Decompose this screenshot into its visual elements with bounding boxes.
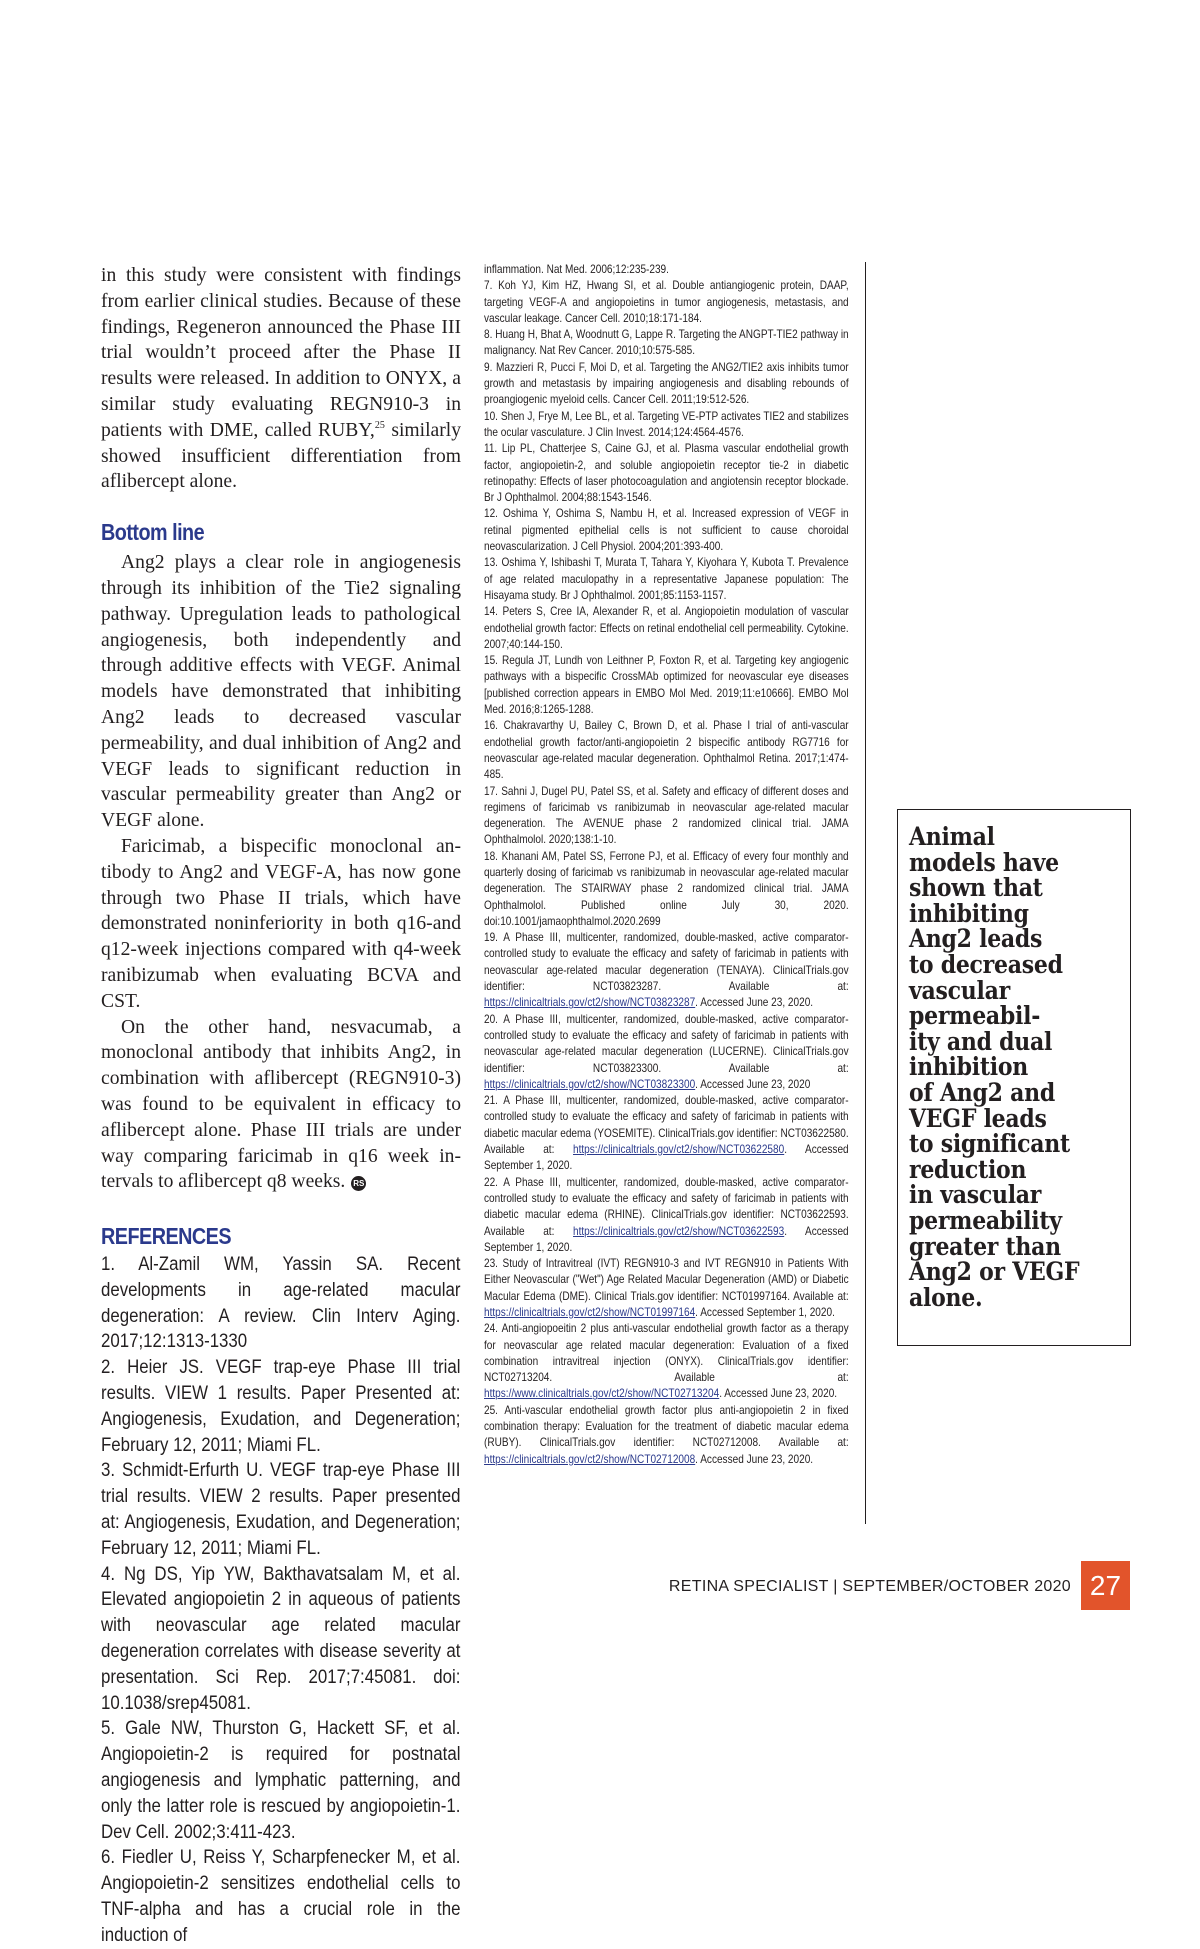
references-list-left: [101, 1252, 511, 1949]
pull-quote-box: [897, 809, 1131, 1346]
reference-item: inflammation. Nat Med. 2006;12:235-239.: [484, 263, 669, 276]
reference-item: 25. Anti-vascular endothelial growth factor plus anti-angiopoietin 2 in fixed combination therapy: Evaluation for the treatment of diabetic macular edema (RUBY). ClinicalTrials.gov identifier: NCT02712008. Available at: https://clinicaltrials.gov/ct2/show/NCT02712008. Accessed June 23, 2020.: [484, 1403, 849, 1466]
left-column: [101, 263, 461, 1949]
pull-quote-text: Animal models have shown that inhibiting Ang2 leads to decreased vascular permeabil- ity and dual inhibition of Ang2 and VEGF leads to significant reduction in vascular permeability greater than Ang2 or VEGF alone.: [909, 822, 1080, 1312]
citation-superscript: 25: [374, 419, 385, 431]
reference-item: 5. Gale NW, Thurston G, Hackett SF, et al. Angiopoietin-2 is required for postnatal angiogenesis and lymphatic patterning, and only the latter role is rescued by angiopoietin-1. Dev Cell. 2002;3:411-423.: [101, 1717, 461, 1843]
reference-item: 10. Shen J, Frye M, Lee BL, et al. Targeting VE-PTP activates TIE2 and stabilizes the ocular vasculature. J Clin Invest. 2014;124:4564-4576.: [484, 409, 849, 439]
reference-item: 6. Fiedler U, Reiss Y, Scharpfenecker M, et al. Angiopoietin-2 sensitizes endothelial cells to TNF-alpha and has a crucial role in the induction of: [101, 1846, 461, 1946]
reference-item: 14. Peters S, Cree IA, Alexander R, et al. Angiopoietin modulation of vascular endothelial growth factor: Effects on retinal endothelial cell permeability. Cytokine. 2007;40:144-150.: [484, 605, 849, 651]
reference-item: 24. Anti-angiopoeitin 2 plus anti-vascular endothelial growth factor as a therapy for neovascular age related macular degeneration: Evaluation of a fixed combination intravitreal injection (ONYX). ClinicalTrials.gov identifier: NCT02713204. Available at: https://www.clinicaltrials.gov/ct2/show/NCT02713204. Accessed June 23, 2020.: [484, 1322, 849, 1401]
reference-link[interactable]: https://www.clinicaltrials.gov/ct2/show/NCT02713204: [484, 1387, 720, 1401]
reference-item: 12. Oshima Y, Oshima S, Nambu H, et al. Increased expression of VEGF in retinal pigmented epithelial cells is not sufficient to cause choroidal neovascularization. J Cell Physiol. 2004;201:393-400.: [484, 507, 849, 554]
reference-link[interactable]: https://clinicaltrials.gov/ct2/show/NCT02712008: [484, 1452, 696, 1466]
reference-item: 11. Lip PL, Chatterjee S, Caine GJ, et al. Plasma vascular endothelial growth factor, angiopoietin-2, and soluble angiopoietin receptor tie-2 in diabetic retinopathy: Effects of laser photocoagulation and angiotensin receptor blockade. Br J Ophthalmol. 2004;88:1543-1546.: [484, 442, 849, 505]
intro-paragraph: in this study were consistent with findings from earlier clinical studies. Because of these findings, Regeneron announced the Phase III trial wouldn’t proceed after the Phase II results were released. In addition to ONYX, a similar study evaluating REGN910-3 in patients with DME, called RUBY,$^{25}$ similarly showed insufficient differentiation from aflibercept alone.: [101, 265, 461, 493]
body-paragraph: Ang2 plays a clear role in angiogenesis through its inhibition of the Tie2 signaling pathway. Upregulation leads to pathological angiogenesis, both independently and through additive effects with VEGF. Animal models have demonstrated that inhibiting Ang2 leads to decreased vascular permeability, and dual inhibition of Ang2 and VEGF leads to significant reduction in vascular permeability greater than Ang2 or VEGF alone.: [101, 552, 461, 832]
reference-item: 22. A Phase III, multicenter, randomized, double-masked, active comparator-controlled study to evaluate the efficacy and safety of faricimab in patients with diabetic macular edema (RHINE). ClinicalTrials.gov identifier: NCT03622593. Available at: https://clinicaltrials.gov/ct2/show/NCT03622593. Accessed September 1, 2020.: [484, 1175, 849, 1254]
reference-link[interactable]: https://clinicaltrials.gov/ct2/show/NCT03622593: [573, 1224, 785, 1238]
reference-item: 20. A Phase III, multicenter, randomized, double-masked, active comparator-controlled study to evaluate the efficacy and safety of faricimab in patients with neovascular age-related macular degeneration (LUCERNE). ClinicalTrials.gov identifier: NCT03823300. Available at: https://clinicaltrials.gov/ct2/show/NCT03823300. Accessed June 23, 2020: [484, 1012, 849, 1091]
reference-item: 16. Chakravarthy U, Bailey C, Brown D, et al. Phase I trial of anti-vascular endothelial growth factor/anti-angiopoietin 2 bispecific antibody RG7716 for neovascular age-related macular degeneration. Ophthalmol Retina. 2017;1:474-485.: [484, 719, 849, 782]
body-paragraph: On the other hand, nesvacumab, a monoclonal antibody that inhibits Ang2, in combination with aflibercept (REGN910-3) was found to be equivalent in efficacy to aflibercept alone. Phase III trials are under way comparing faricimab in q16 week intervals to aflibercept q8 weeks. RS: [101, 1016, 461, 1193]
reference-item: 15. Regula JT, Lundh von Leithner P, Foxton R, et al. Targeting key angiogenic pathways with a bispecific CrossMAb optimized for neovascular eye diseases [published correction appears in EMBO Mol Med. 2019;11:e10666]. EMBO Mol Med. 2016;8:1265-1288.: [484, 654, 849, 717]
reference-item: 8. Huang H, Bhat A, Woodnutt G, Lappe R. Targeting the ANGPT-TIE2 pathway in malignancy. Nat Rev Cancer. 2010;10:575-585.: [484, 328, 849, 358]
body-paragraph: Faricimab, a bispecific monoclonal antibody to Ang2 and VEGF-A, has now gone through two Phase II trials, which have demonstrated noninferiority in both q16-and q12-week injections compared with q4-week ranibizumab when evaluating BCVA and CST.: [101, 835, 461, 1012]
reference-item: 17. Sahni J, Dugel PU, Patel SS, et al. Safety and efficacy of different doses and regimens of faricimab vs ranibizumab in neovascular age-related macular degeneration. The AVENUE phase 2 randomized clinical trial. JAMA Ophthalmolol. 2020;138:1-10.: [484, 784, 849, 847]
reference-item: 21. A Phase III, multicenter, randomized, double-masked, active comparator-controlled study to evaluate the efficacy and safety of faricimab in patients with diabetic macular edema (YOSEMITE). ClinicalTrials.gov identifier: NCT03622580. Available at: https://clinicaltrials.gov/ct2/show/NCT03622580. Accessed September 1, 2020.: [484, 1094, 849, 1173]
reference-link[interactable]: https://clinicaltrials.gov/ct2/show/NCT01997164: [484, 1306, 696, 1319]
page-number: 27: [1081, 1561, 1130, 1610]
reference-link[interactable]: https://clinicaltrials.gov/ct2/show/NCT03622580: [573, 1143, 785, 1157]
reference-item: 19. A Phase III, multicenter, randomized, double-masked, active comparator-controlled study to evaluate the efficacy and safety of faricimab in patients with neovascular age-related macular degeneration (TENAYA). ClinicalTrials.gov identifier: NCT03823287. Available at: https://clinicaltrials.gov/ct2/show/NCT03823287. Accessed June 23, 2020.: [484, 931, 849, 1010]
reference-item: 7. Koh YJ, Kim HZ, Hwang SI, et al. Double antiangiogenic protein, DAAP, targeting VEGF-A and angiopoietins in tumor angiogenesis, metastasis, and vascular leakage. Cancer Cell. 2010;18:171-184.: [484, 279, 849, 325]
reference-item: 23. Study of Intravitreal (IVT) REGN910-3 and IVT REGN910 in Patients With Either Neovascular ("Wet") Age Related Macular Degeneration (AMD) or Diabetic Macular Edema (DME). Clinical Trials.gov identifier: NCT01997164. Available at: https://clinicaltrials.gov/ct2/show/NCT01997164. Accessed September 1, 2020.: [484, 1257, 849, 1319]
bottom-line-heading: Bottom line: [101, 519, 205, 546]
reference-item: 13. Oshima Y, Ishibashi T, Murata T, Tahara Y, Kiyohara Y, Kubota T. Prevalence of age related maculopathy in a representative Japanese population: The Hisayama study. Br J Ophthalmol. 2001;85:1153-1157.: [484, 556, 849, 602]
footer-publication: RETINA SPECIALIST | SEPTEMBER/OCTOBER 2020: [668, 1578, 1071, 1595]
references-list-right: [484, 262, 849, 1468]
reference-item: 2. Heier JS. VEGF trap-eye Phase III trial results. VIEW 1 results. Paper Presented at: Angiogenesis, Exudation, and Degeneration; February 12, 2011; Miami FL.: [101, 1356, 461, 1456]
reference-item: 4. Ng DS, Yip YW, Bakthavatsalam M, et al. Elevated angiopoietin 2 in aqueous of patients with neovascular age related macular degeneration correlates with disease severity at presentation. Sci Rep. 2017;7:45081. doi: 10.1038/srep45081.: [101, 1562, 461, 1714]
reference-item: 18. Khanani AM, Patel SS, Ferrone PJ, et al. Efficacy of every four monthly and quarterly dosing of faricimab vs ranibizumab in neovascular age-related macular degeneration. The STAIRWAY phase 2 randomized clinical trial. JAMA Ophthalmolol. Published online July 30, 2020. doi:10.1001/jamaophthalmol.2020.2699: [484, 849, 849, 928]
references-heading: REFERENCES: [101, 1223, 232, 1250]
column-divider: [865, 262, 866, 1524]
reference-item: 9. Mazzieri R, Pucci F, Moi D, et al. Targeting the ANG2/TIE2 axis inhibits tumor growth and metastasis by impairing angiogenesis and disabling rebounds of proangiogenic myeloid cells. Cancer Cell. 2011;19:512-526.: [484, 360, 849, 407]
reference-link[interactable]: https://clinicaltrials.gov/ct2/show/NCT03823287: [484, 996, 696, 1010]
end-of-article-icon: RS: [351, 1176, 366, 1191]
reference-link[interactable]: https://clinicaltrials.gov/ct2/show/NCT03823300: [484, 1077, 696, 1091]
reference-item: 3. Schmidt-Erfurth U. VEGF trap-eye Phase III trial results. VIEW 2 results. Paper presented at: Angiogenesis, Exudation, and Degeneration; February 12, 2011; Miami FL.: [101, 1459, 461, 1559]
reference-item: 1. Al-Zamil WM, Yassin SA. Recent developments in age-related macular degeneration: A review. Clin Interv Aging. 2017;12:1313-1330: [101, 1253, 461, 1353]
